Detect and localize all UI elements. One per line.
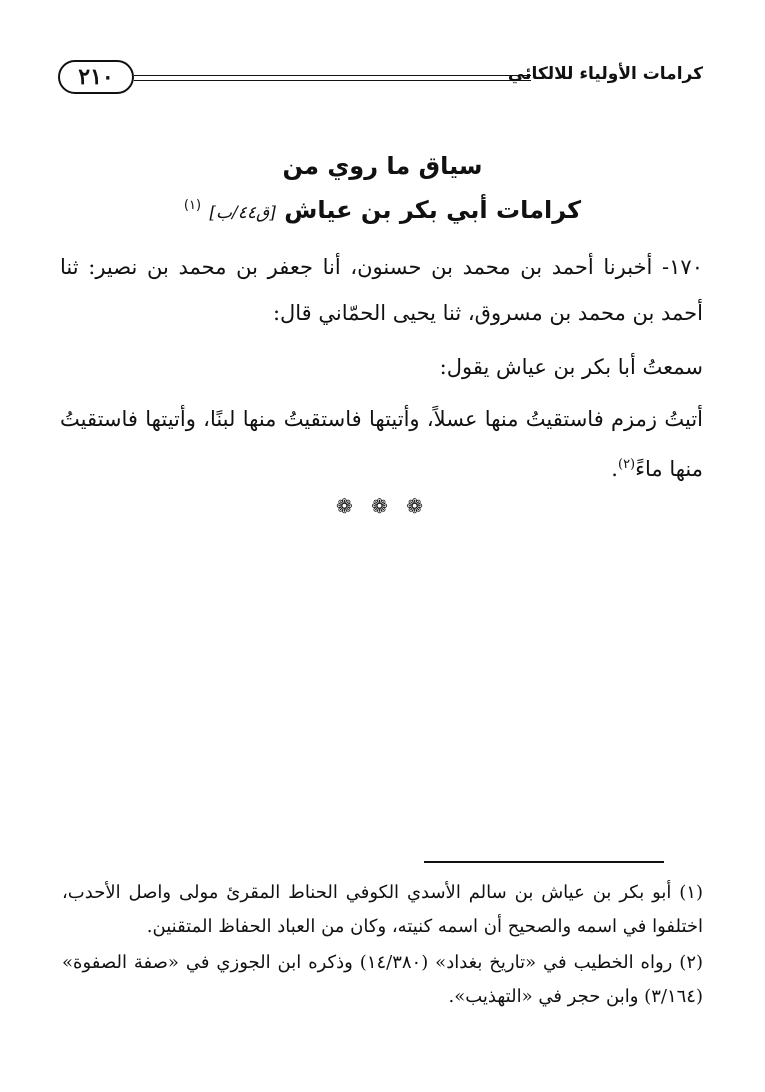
narration-body: أتيتُ زمزم فاستقيتُ منها عسلاً، وأتيتها فاستقيتُ منها لبنًا، وأتيتها فاستقيتُ منها ماءً xyxy=(60,407,703,481)
section-heading-line1: سياق ما روي من xyxy=(282,152,483,180)
header-rule xyxy=(134,75,531,81)
footnote-1: (١) أبو بكر بن عياش بن سالم الأسدي الكوفي الحناط المقرئ مولى واصل الأحدب، اختلفوا في اسمه والصحيح أن اسمه كنيته، وكان من العباد الحفاظ المتقنين. xyxy=(62,882,703,937)
page-header xyxy=(58,60,703,96)
footnotes xyxy=(62,876,703,1016)
footnote-marker-1: (١) xyxy=(183,198,202,213)
footnote-2: (٢) رواه الخطيب في «تاريخ بغداد» (١٤/٣٨٠) وذكره ابن الجوزي في «صفة الصفوة» (٣/١٦٤) وابن حجر في «التهذيب». xyxy=(62,952,704,1007)
narration-quote-intro: سمعتُ أبا بكر بن عياش يقول: xyxy=(439,355,703,379)
narration-end: . xyxy=(611,457,618,481)
narration-text xyxy=(60,396,703,492)
page-number: ٢١٠ xyxy=(58,60,134,94)
section-separator: ❁ ❁ ❁ xyxy=(336,494,429,518)
manuscript-ref: [ق٤٤/ب] xyxy=(209,203,276,223)
footnote-marker-2: (٢) xyxy=(617,457,636,472)
running-title: كرامات الأولياء للالكائي xyxy=(507,64,703,84)
section-heading-line2 xyxy=(60,196,705,224)
narration-chain: ١٧٠- أخبرنا أحمد بن محمد بن حسنون، أنا جعفر بن محمد بن نصير: ثنا أحمد بن محمد بن مسروق، ثنا يحيى الحمّاني قال: xyxy=(60,255,703,325)
footnote-rule xyxy=(424,861,664,863)
heading-title: كرامات أبي بكر بن عياش xyxy=(284,196,582,224)
